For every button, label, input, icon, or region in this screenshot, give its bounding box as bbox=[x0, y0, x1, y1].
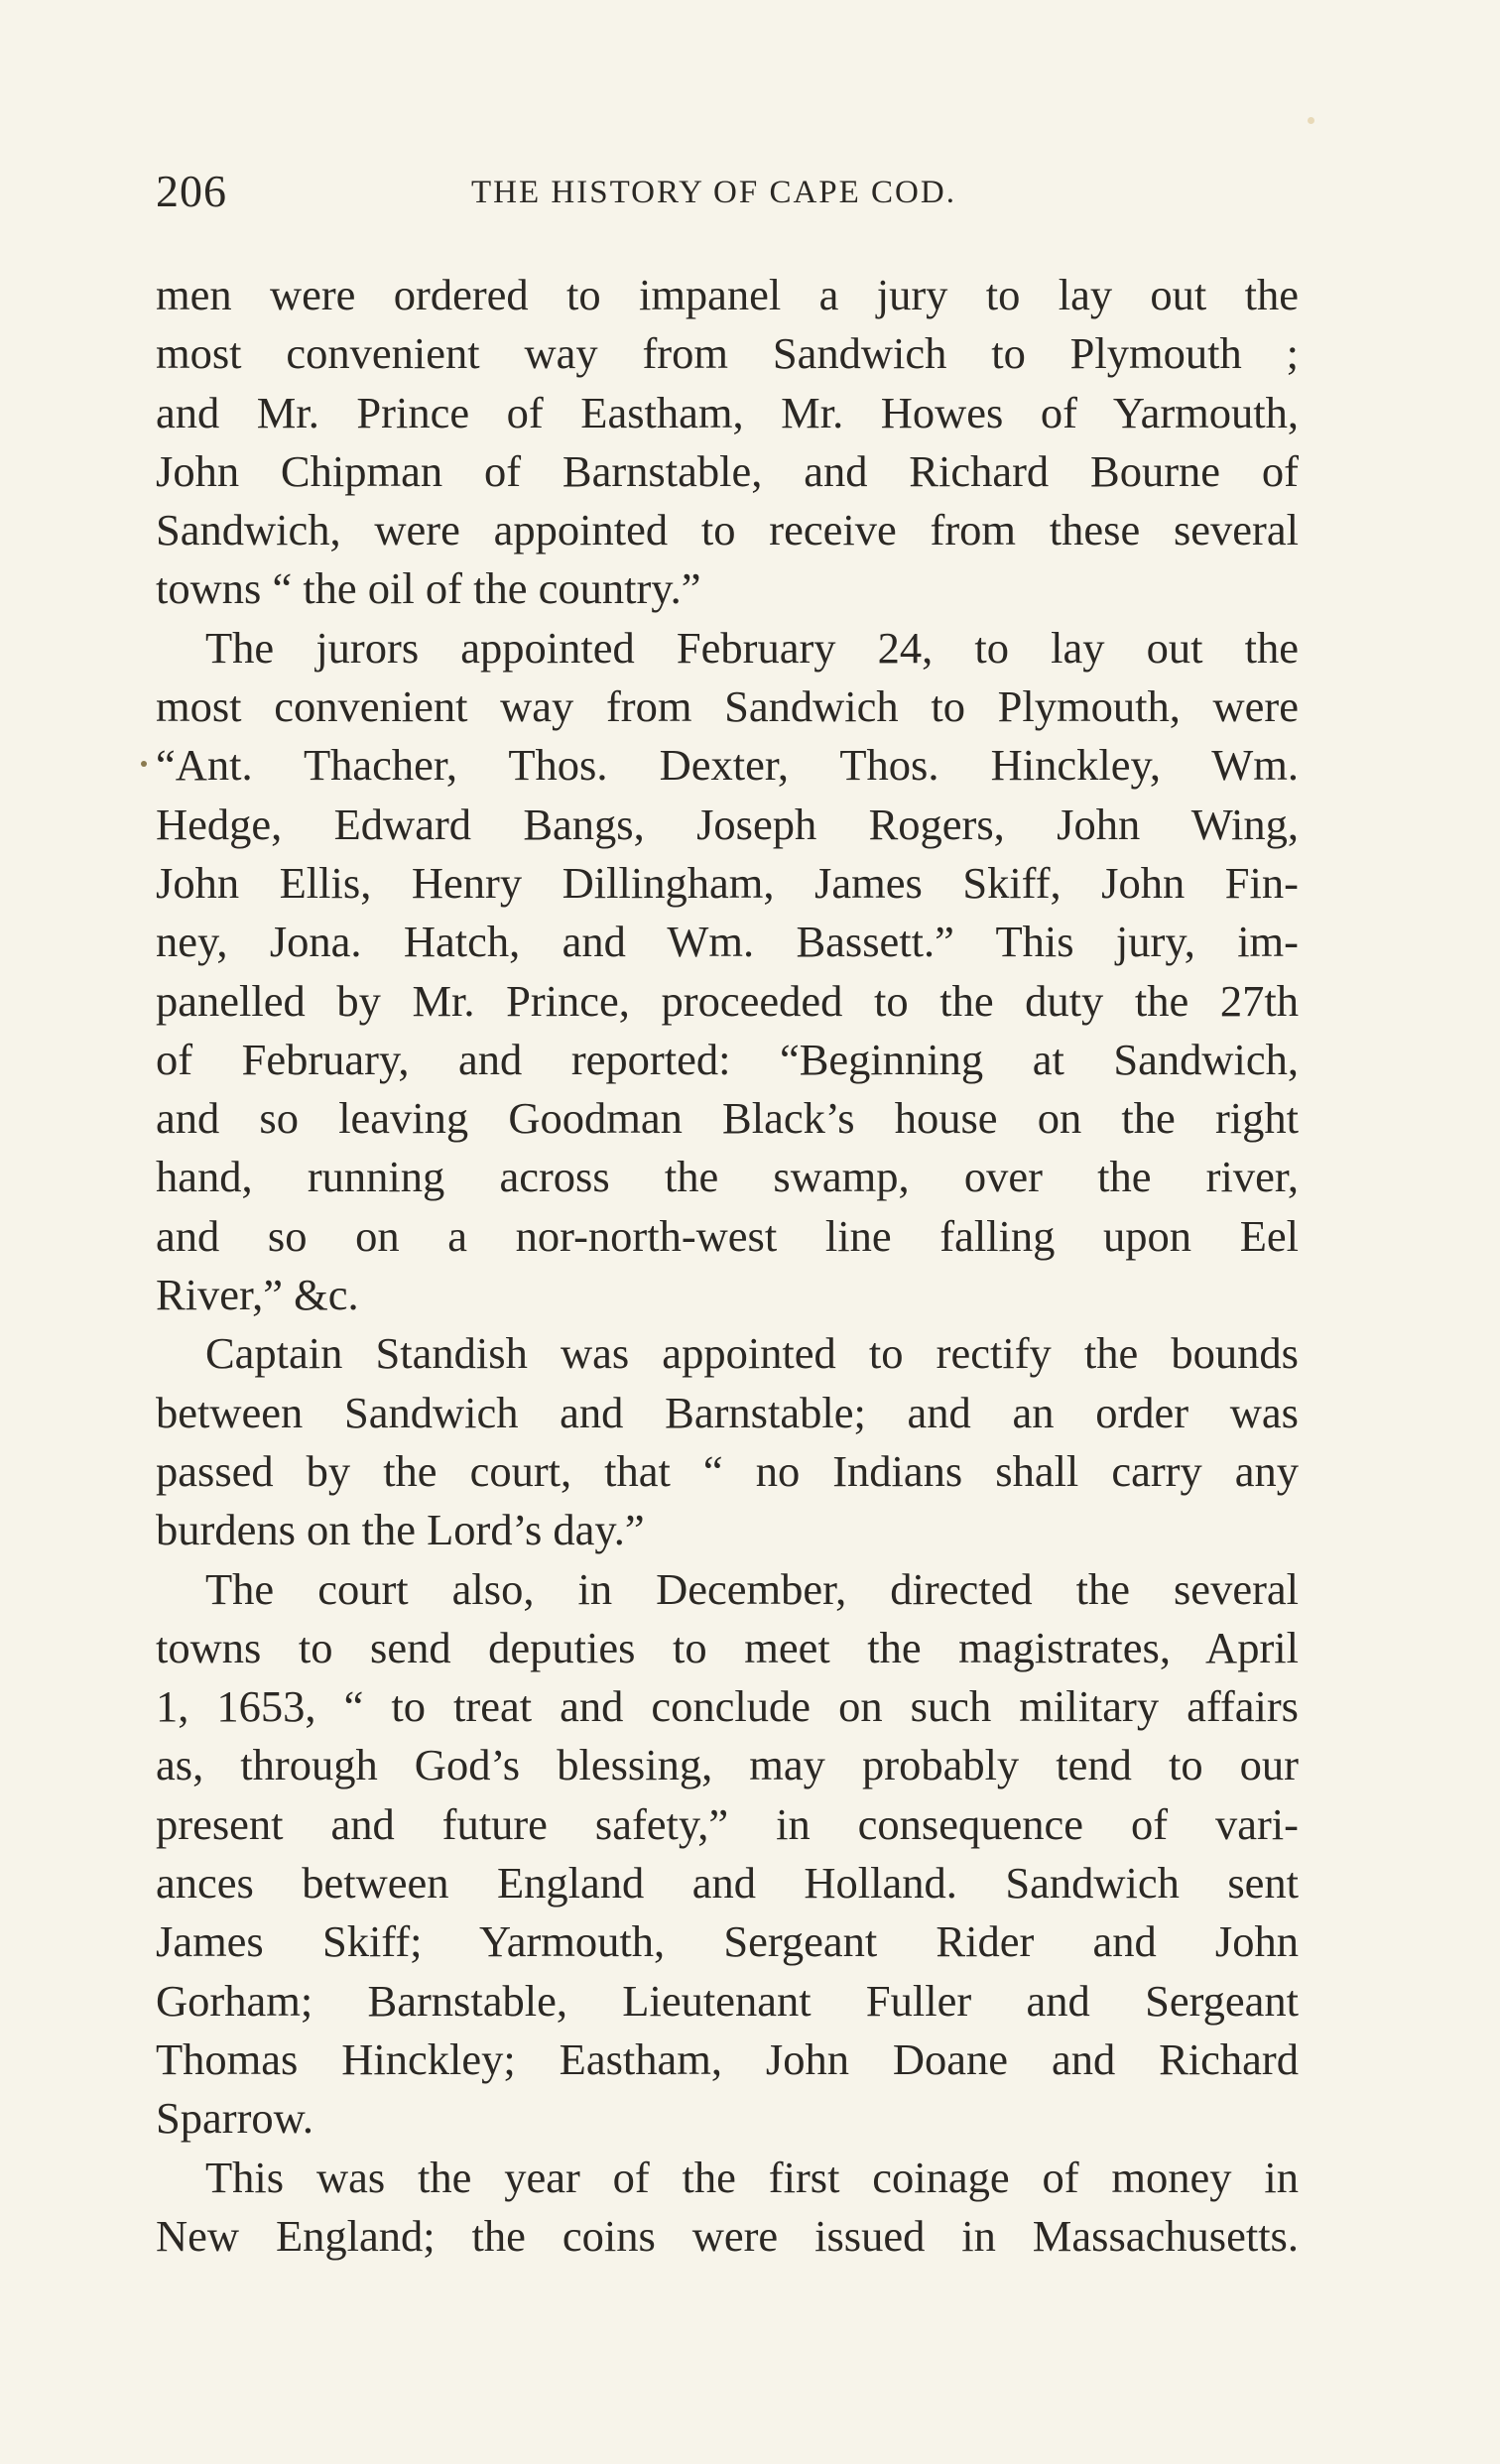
page-number: 206 bbox=[156, 166, 227, 216]
text-line: ney, Jona. Hatch, and Wm. Bassett.” This jury, im- bbox=[156, 917, 1299, 967]
text-line: and Mr. Prince of Eastham, Mr. Howes of Yarmouth, bbox=[156, 387, 1299, 437]
text-line: This was the year of the first coinage of money in bbox=[205, 2152, 1299, 2202]
text-line: River,” &c. bbox=[156, 1270, 359, 1320]
text-line: The court also, in December, directed the several bbox=[205, 1563, 1299, 1614]
page-header bbox=[156, 165, 1305, 224]
text-line: passed by the court, that “ no Indians shall carry any bbox=[156, 1445, 1299, 1496]
text-line: The jurors appointed February 24, to lay out the bbox=[205, 622, 1299, 673]
paper-stain bbox=[1308, 117, 1314, 124]
body-text bbox=[156, 266, 1299, 2266]
text-line: and so leaving Goodman Black’s house on the right bbox=[156, 1093, 1299, 1144]
text-line: New England; the coins were issued in Massachusetts. bbox=[156, 2210, 1299, 2261]
text-line: as, through God’s blessing, may probably tend to our bbox=[156, 1740, 1299, 1790]
text-line: Hedge, Edward Bangs, Joseph Rogers, John Wing, bbox=[156, 799, 1299, 849]
text-line: John Ellis, Henry Dillingham, James Skiff, John Fin- bbox=[156, 857, 1299, 908]
text-line: hand, running across the swamp, over the river, bbox=[156, 1152, 1299, 1202]
text-line: John Chipman of Barnstable, and Richard Bourne of bbox=[156, 445, 1299, 496]
text-line: Sparrow. bbox=[156, 2093, 314, 2144]
text-line: present and future safety,” in consequence of vari- bbox=[156, 1798, 1299, 1849]
text-line: burdens on the Lord’s day.” bbox=[156, 1505, 645, 1555]
text-line: James Skiff; Yarmouth, Sergeant Rider and John bbox=[156, 1916, 1299, 1967]
text-line: towns to send deputies to meet the magistrates, April bbox=[156, 1622, 1299, 1672]
text-line: between Sandwich and Barnstable; and an order was bbox=[156, 1387, 1299, 1437]
text-line: ances between England and Holland. Sandwich sent bbox=[156, 1858, 1299, 1909]
text-line: Thomas Hinckley; Eastham, John Doane and Richard bbox=[156, 2033, 1299, 2084]
text-line: most convenient way from Sandwich to Plymouth, were bbox=[156, 681, 1299, 732]
margin-mark bbox=[141, 761, 147, 767]
text-line: 1, 1653, “ to treat and conclude on such military affairs bbox=[156, 1681, 1299, 1732]
text-line: panelled by Mr. Prince, proceeded to the duty the 27th bbox=[156, 975, 1299, 1026]
text-line: men were ordered to impanel a jury to lay out the bbox=[156, 270, 1299, 319]
text-line: “Ant. Thacher, Thos. Dexter, Thos. Hinckley, Wm. bbox=[156, 740, 1299, 791]
text-line: Gorham; Barnstable, Lieutenant Fuller and Sergeant bbox=[156, 1975, 1299, 2026]
text-line: of February, and reported: “Beginning at Sandwich, bbox=[156, 1034, 1299, 1084]
running-head: THE HISTORY OF CAPE COD. bbox=[471, 175, 956, 210]
text-line: Captain Standish was appointed to rectify the bounds bbox=[205, 1328, 1299, 1379]
text-line: Sandwich, were appointed to receive from these several bbox=[156, 505, 1299, 555]
text-line: and so on a nor-north-west line falling upon Eel bbox=[156, 1210, 1299, 1261]
text-line: most convenient way from Sandwich to Plymouth ; bbox=[156, 328, 1299, 379]
text-line: towns “ the oil of the country.” bbox=[156, 563, 701, 614]
